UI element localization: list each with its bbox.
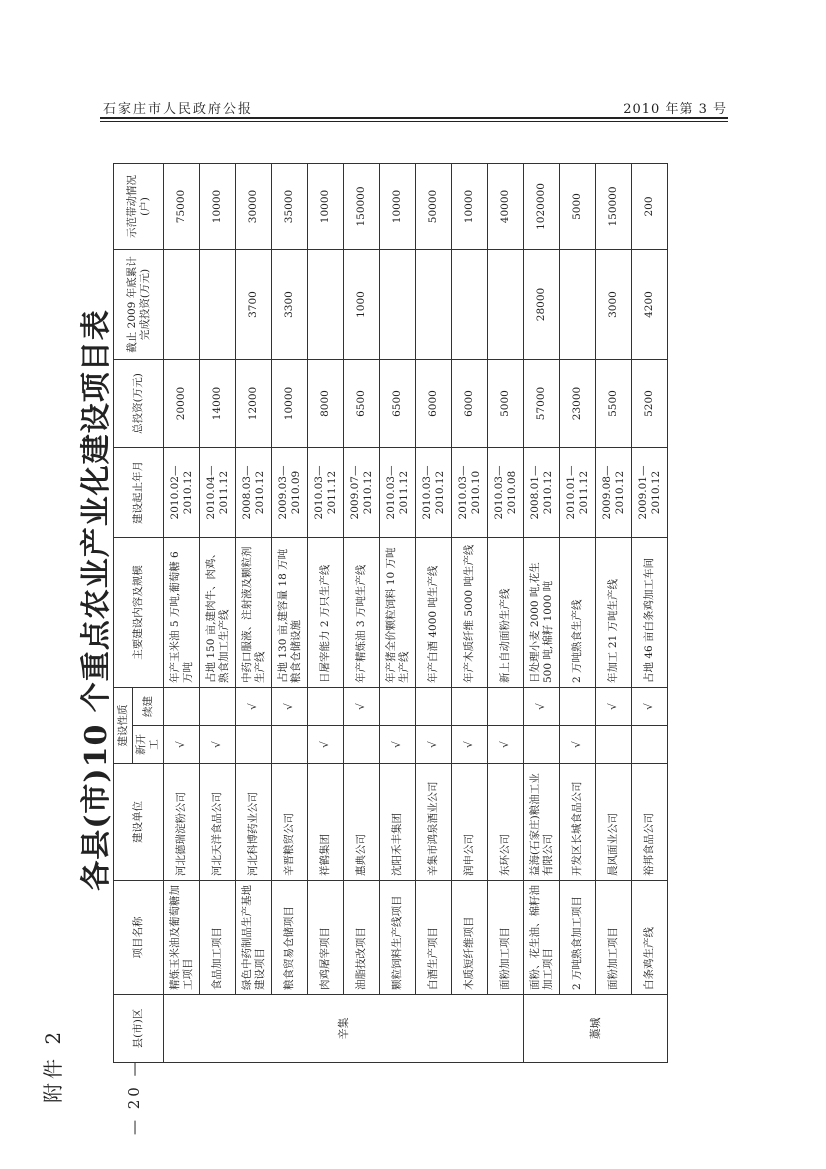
project-cell: 颗粒饲料生产线项目 — [380, 881, 416, 995]
col-total: 总投资(万元) — [114, 360, 164, 448]
drive-cell: 1020000 — [524, 164, 560, 250]
done-cell — [380, 250, 416, 360]
unit-cell: 裕邦食品公司 — [632, 764, 668, 881]
cont-cell: √ — [596, 688, 632, 726]
done-cell — [452, 250, 488, 360]
table-row — [272, 164, 308, 1063]
content-cell: 占地 130 亩,建容量 18 万吨粮食仓储设施 — [272, 538, 308, 688]
new-cell: √ — [488, 726, 524, 764]
new-cell: √ — [452, 726, 488, 764]
period-cell: 2010.04—2011.12 — [200, 448, 236, 538]
period-cell: 2008.01—2010.12 — [524, 448, 560, 538]
project-cell: 肉鸡屠宰项目 — [308, 881, 344, 995]
period-cell: 2010.03—2010.10 — [452, 448, 488, 538]
content-cell: 新上自动面粉生产线 — [488, 538, 524, 688]
table-row — [488, 164, 524, 1063]
period-cell: 2010.03—2011.12 — [308, 448, 344, 538]
period-cell: 2009.01—2010.12 — [632, 448, 668, 538]
content-cell: 中药口服液、注射液及颗粒剂生产线 — [236, 538, 272, 688]
col-period: 建设起止年月 — [114, 448, 164, 538]
done-cell: 28000 — [524, 250, 560, 360]
attachment-label: 附件 2 — [41, 1027, 65, 1103]
cont-cell: √ — [632, 688, 668, 726]
drive-cell: 30000 — [236, 164, 272, 250]
total-cell: 8000 — [308, 360, 344, 448]
content-cell: 年产猪全价颗粒饲料 10 万吨生产线 — [380, 538, 416, 688]
cont-cell: √ — [344, 688, 380, 726]
content-cell: 占地 46 亩白条鸡加工车间 — [632, 538, 668, 688]
table-row — [560, 164, 596, 1063]
period-cell: 2010.03—2010.12 — [416, 448, 452, 538]
unit-cell: 河北天洋食品公司 — [200, 764, 236, 881]
project-cell: 面粉、花生油、棉籽油加工项目 — [524, 881, 560, 995]
header-rule-thin — [100, 121, 728, 122]
table-row — [200, 164, 236, 1063]
content-cell: 日处理小麦 2000 吨,花生 500 吨,棉籽 1000 吨 — [524, 538, 560, 688]
period-cell: 2009.07—2010.12 — [344, 448, 380, 538]
cont-cell — [200, 688, 236, 726]
county-cell: 藁城 — [524, 995, 668, 1063]
new-cell: √ — [416, 726, 452, 764]
done-cell — [164, 250, 200, 360]
drive-cell: 10000 — [452, 164, 488, 250]
done-cell: 3700 — [236, 250, 272, 360]
col-project: 项目名称 — [114, 881, 164, 995]
project-cell: 粮食贸易仓储项目 — [272, 881, 308, 995]
unit-cell: 河北德瑞淀粉公司 — [164, 764, 200, 881]
project-cell: 油脂技改项目 — [344, 881, 380, 995]
new-cell: √ — [164, 726, 200, 764]
cont-cell — [308, 688, 344, 726]
content-cell: 2 万吨熟食生产线 — [560, 538, 596, 688]
cont-cell — [380, 688, 416, 726]
cont-cell — [488, 688, 524, 726]
content-cell: 占地 150 亩,建肉牛、肉鸡、熟食加工生产线 — [200, 538, 236, 688]
table-row — [632, 164, 668, 1063]
project-cell: 精炼玉米油及葡萄糖加工项目 — [164, 881, 200, 995]
total-cell: 5000 — [488, 360, 524, 448]
drive-cell: 10000 — [380, 164, 416, 250]
drive-cell: 10000 — [308, 164, 344, 250]
content-cell: 日屠宰能力 2 万只生产线 — [308, 538, 344, 688]
unit-cell: 益海(石家庄)粮油工业有限公司 — [524, 764, 560, 881]
drive-cell: 10000 — [200, 164, 236, 250]
period-cell: 2009.03—2010.09 — [272, 448, 308, 538]
project-cell: 白条鸡生产线 — [632, 881, 668, 995]
cont-cell — [164, 688, 200, 726]
new-cell — [524, 726, 560, 764]
total-cell: 20000 — [164, 360, 200, 448]
done-cell — [200, 250, 236, 360]
col-done: 截止 2009 年底累计完成投资(万元) — [114, 250, 164, 360]
total-cell: 6000 — [452, 360, 488, 448]
new-cell — [596, 726, 632, 764]
project-cell: 木质短纤维项目 — [452, 881, 488, 995]
drive-cell: 35000 — [272, 164, 308, 250]
cont-cell — [452, 688, 488, 726]
table-row — [308, 164, 344, 1063]
period-cell: 2009.08—2010.12 — [596, 448, 632, 538]
col-unit: 建设单位 — [114, 764, 164, 881]
table-row — [596, 164, 632, 1063]
period-cell: 2008.03—2010.12 — [236, 448, 272, 538]
table-row — [416, 164, 452, 1063]
unit-cell: 惠典公司 — [344, 764, 380, 881]
cont-cell: √ — [236, 688, 272, 726]
drive-cell: 50000 — [416, 164, 452, 250]
total-cell: 23000 — [560, 360, 596, 448]
table-title: 各县(市)10 个重点农业产业化建设项目表 — [79, 309, 114, 891]
new-cell — [344, 726, 380, 764]
unit-cell: 开发区长城食品公司 — [560, 764, 596, 881]
done-cell — [488, 250, 524, 360]
drive-cell: 150000 — [596, 164, 632, 250]
projects-table — [113, 163, 668, 1063]
new-cell — [272, 726, 308, 764]
content-cell: 年产精炼油 3 万吨生产线 — [344, 538, 380, 688]
drive-cell: 5000 — [560, 164, 596, 250]
col-cont: 续建 — [133, 688, 164, 726]
drive-cell: 75000 — [164, 164, 200, 250]
unit-cell: 辛晋粮贸公司 — [272, 764, 308, 881]
period-cell: 2010.02—2010.12 — [164, 448, 200, 538]
page-number: — 20 — — [125, 1058, 143, 1135]
table-row — [344, 164, 380, 1063]
project-cell: 食品加工项目 — [200, 881, 236, 995]
done-cell: 1000 — [344, 250, 380, 360]
col-new: 新开工 — [133, 726, 164, 764]
county-cell: 辛集 — [164, 995, 524, 1063]
table-row — [452, 164, 488, 1063]
new-cell: √ — [308, 726, 344, 764]
done-cell: 3300 — [272, 250, 308, 360]
unit-cell: 辛集市鸿泉酒业公司 — [416, 764, 452, 881]
new-cell: √ — [380, 726, 416, 764]
content-cell: 年产木质纤维 5000 吨生产线 — [452, 538, 488, 688]
content-cell: 年产白酒 4000 吨生产线 — [416, 538, 452, 688]
cont-cell — [416, 688, 452, 726]
table-row — [380, 164, 416, 1063]
content-cell: 年产玉米油 5 万吨,葡萄糖 6 万吨 — [164, 538, 200, 688]
total-cell: 6500 — [380, 360, 416, 448]
header-rule — [100, 117, 728, 119]
done-cell: 4200 — [632, 250, 668, 360]
table-row — [164, 164, 200, 1063]
total-cell: 10000 — [272, 360, 308, 448]
total-cell: 5500 — [596, 360, 632, 448]
issue-number: 2010 年第 3 号 — [623, 102, 727, 117]
period-cell: 2010.03—2010.08 — [488, 448, 524, 538]
unit-cell: 河北科博药业公司 — [236, 764, 272, 881]
unit-cell: 沈阳禾丰集团 — [380, 764, 416, 881]
total-cell: 12000 — [236, 360, 272, 448]
project-cell: 2 万吨熟食加工项目 — [560, 881, 596, 995]
content-cell: 年加工 21 万吨生产线 — [596, 538, 632, 688]
new-cell: √ — [200, 726, 236, 764]
col-nature: 建设性质 — [114, 688, 133, 764]
done-cell: 3000 — [596, 250, 632, 360]
new-cell — [236, 726, 272, 764]
cont-cell: √ — [272, 688, 308, 726]
project-cell: 白酒生产项目 — [416, 881, 452, 995]
project-cell: 面粉加工项目 — [596, 881, 632, 995]
drive-cell: 40000 — [488, 164, 524, 250]
done-cell — [416, 250, 452, 360]
cont-cell — [560, 688, 596, 726]
journal-name: 石家庄市人民政府公报 — [103, 102, 254, 117]
period-cell: 2010.01—2011.12 — [560, 448, 596, 538]
done-cell — [560, 250, 596, 360]
table-row — [236, 164, 272, 1063]
unit-cell: 润申公司 — [452, 764, 488, 881]
unit-cell: 东环公司 — [488, 764, 524, 881]
period-cell: 2010.03—2011.12 — [380, 448, 416, 538]
done-cell — [308, 250, 344, 360]
running-header — [103, 96, 727, 118]
table-row — [524, 164, 560, 1063]
unit-cell: 祥鹤集团 — [308, 764, 344, 881]
drive-cell: 200 — [632, 164, 668, 250]
total-cell: 5200 — [632, 360, 668, 448]
drive-cell: 150000 — [344, 164, 380, 250]
cont-cell: √ — [524, 688, 560, 726]
col-drive: 示范带动情况(户) — [114, 164, 164, 250]
new-cell — [632, 726, 668, 764]
project-cell: 绿色中药制品生产基地建设项目 — [236, 881, 272, 995]
project-cell: 面粉加工项目 — [488, 881, 524, 995]
col-county: 县(市)区 — [114, 995, 164, 1063]
col-content: 主要建设内容及规模 — [114, 538, 164, 688]
total-cell: 57000 — [524, 360, 560, 448]
total-cell: 6500 — [344, 360, 380, 448]
new-cell: √ — [560, 726, 596, 764]
rotated-content — [41, 137, 725, 1135]
unit-cell: 晨风面业公司 — [596, 764, 632, 881]
total-cell: 6000 — [416, 360, 452, 448]
total-cell: 14000 — [200, 360, 236, 448]
